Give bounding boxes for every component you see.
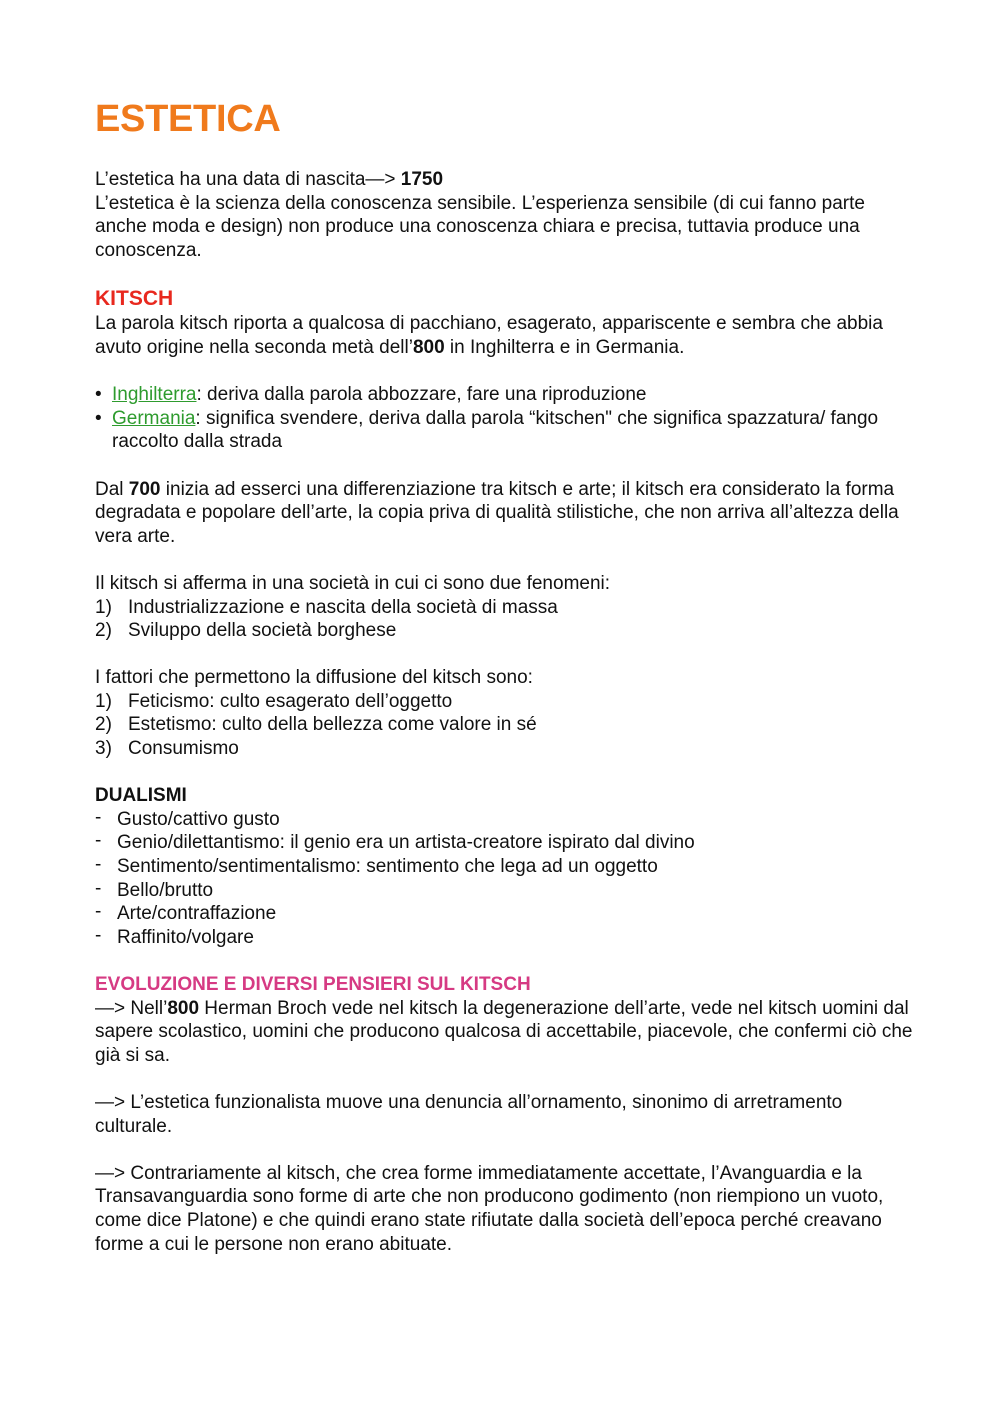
document-page [95,96,915,1256]
kitsch-origin-list [95,383,915,454]
list-item-text: Bello/brutto [117,879,214,901]
evoluzione-p1-text-b: Herman Broch vede nel kitsch la degenerazione dell’arte, vede nel kitsch uomini dal sapere scolastico, uomini che producono qualcosa di accettabile, piacevole, che confermi ciò che già si sa. [95,997,913,1066]
kitsch-p2-text-a: Dal [95,478,129,500]
evoluzione-heading: EVOLUZIONE E DIVERSI PENSIERI SUL KITSCH [95,974,531,995]
list-item [95,690,915,714]
list-item-text: Gusto/cattivo gusto [117,808,280,830]
list-item [95,596,915,620]
dash-marker: - [95,830,102,852]
intro-birthdate-year: 1750 [400,169,444,190]
bullet-marker: • [95,407,102,429]
list-item [95,879,915,903]
kitsch-p1-text-b: in Inghilterra e in Germania. [444,336,685,358]
bullet-marker: • [95,384,102,406]
dash-marker: - [95,877,102,899]
list-item [95,737,915,761]
list-item [95,808,915,832]
intro-birthdate [95,168,915,192]
list-item [95,855,915,879]
intro-birthdate-text: L’estetica ha una data di nascita—> [95,169,401,190]
evoluzione-paragraph-2: —> L’estetica funzionalista muove una denuncia all’ornamento, sinonimo di arretramento culturale. [95,1091,843,1137]
kitsch-p2-text-b: inizia ad esserci una differenziazione tra kitsch e arte; il kitsch era considerato la forma degradata e popolare dell’arte, la copia priva di qualità stilistiche, che non arriva all’altezza della vera arte. [95,478,899,547]
list-item-text: Feticismo: culto esagerato dell’oggetto [128,690,453,712]
phenomena-list [95,596,915,643]
list-number: 2) [95,620,112,642]
list-item-text: : significa svendere, deriva dalla parola “kitschen" che significa spazzatura/ fango raccolto dalla strada [112,407,879,453]
kitsch-paragraph-1 [95,312,915,359]
evoluzione-paragraph-1 [95,997,915,1068]
list-item-text: Arte/contraffazione [117,903,277,925]
list-item [95,619,915,643]
evoluzione-paragraph-3: —> Contrariamente al kitsch, che crea forme immediatamente accettate, l’Avanguardia e la Transavanguardia sono forme di arte che non producono godimento (non riempiono un vuoto, come dice Platone) e che quindi erano state rifiutate dalla società dell’epoca perché creavano forme a cui le persone non erano abituate. [95,1162,884,1255]
list-item [95,713,915,737]
intro-paragraph: L’estetica è la scienza della conoscenza sensibile. L’esperienza sensibile (di cui fanno parte anche moda e design) non produce una conoscenza chiara e precisa, tuttavia produce una conoscenza. [95,192,865,261]
list-item-text: Sentimento/sentimentalismo: sentimento che lega ad un oggetto [117,856,658,878]
list-item-text: Industrializzazione e nascita della società di massa [128,596,558,618]
link-inghilterra[interactable]: Inghilterra [112,384,197,406]
factors-list [95,690,915,761]
kitsch-heading: KITSCH [95,287,174,311]
list-item-text: : deriva dalla parola abbozzare, fare una riproduzione [196,384,647,406]
dash-marker: - [95,854,102,876]
dash-marker: - [95,901,102,923]
kitsch-paragraph-2 [95,478,915,549]
kitsch-paragraph-3: Il kitsch si afferma in una società in cui ci sono due fenomeni: [95,572,611,594]
dash-marker: - [95,924,102,946]
list-number: 1) [95,596,112,618]
list-item-text: Consumismo [128,738,239,760]
list-number: 3) [95,738,112,760]
list-item [95,407,915,454]
kitsch-p2-bold: 700 [128,478,161,500]
list-item [95,926,915,950]
dualismi-heading: DUALISMI [95,785,187,807]
list-item-text: Raffinito/volgare [117,926,254,948]
list-item-text: Estetismo: culto della bellezza come valore in sé [128,714,537,736]
list-item-text: Sviluppo della società borghese [128,620,397,642]
kitsch-p1-bold: 800 [412,336,445,358]
link-germania[interactable]: Germania [112,407,196,429]
page-title: ESTETICA [95,98,281,140]
dualismi-list [95,808,915,950]
list-item [95,383,915,407]
kitsch-paragraph-4: I fattori che permettono la diffusione del kitsch sono: [95,667,533,689]
list-number: 1) [95,690,112,712]
dash-marker: - [95,806,102,828]
kitsch-p1-text-a: La parola kitsch riporta a qualcosa di pacchiano, esagerato, appariscente e sembra che abbia avuto origine nella seconda metà dell’ [95,313,883,358]
list-number: 2) [95,714,112,736]
list-item [95,902,915,926]
evoluzione-p1-text-a: —> Nell’ [95,997,168,1019]
list-item [95,831,915,855]
list-item-text: Genio/dilettantismo: il genio era un artista-creatore ispirato dal divino [117,832,695,854]
evoluzione-p1-bold: 800 [167,997,200,1019]
